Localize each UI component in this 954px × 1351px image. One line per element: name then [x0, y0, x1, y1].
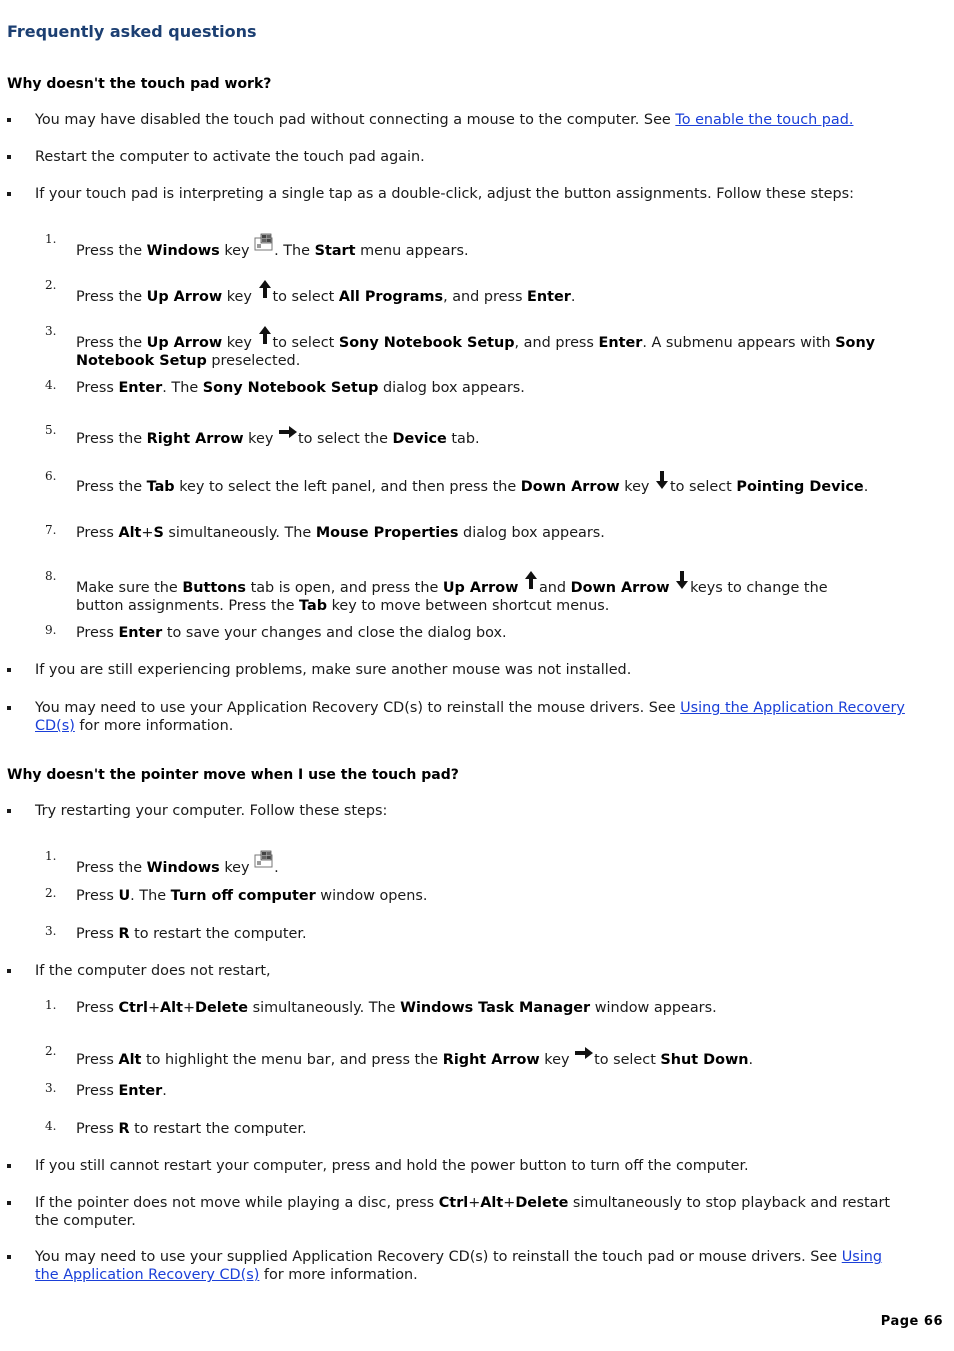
- question-heading-pointer: Why doesn't the pointer move when I use the touch pad?: [7, 767, 459, 783]
- right-arrow-icon: [278, 424, 298, 440]
- up-arrow-icon: [257, 279, 273, 299]
- link-enable-touch-pad[interactable]: To enable the touch pad.: [675, 112, 854, 128]
- page-title: Frequently asked questions: [7, 22, 257, 41]
- bullet: [7, 192, 11, 196]
- bullet: [7, 118, 11, 122]
- bullet: [7, 1201, 11, 1205]
- question-heading-touch-pad: Why doesn't the touch pad work?: [7, 76, 272, 92]
- up-arrow-icon: [523, 570, 539, 590]
- bullet: [7, 668, 11, 672]
- windows-key-icon: [254, 233, 274, 253]
- link-application-recovery[interactable]: Using the Application Recovery CD(s): [35, 700, 905, 734]
- page-number: Page 66: [880, 1314, 943, 1329]
- bullet: [7, 969, 11, 973]
- right-arrow-icon: [574, 1045, 594, 1061]
- link-application-recovery[interactable]: Using the Application Recovery CD(s): [35, 1249, 883, 1283]
- up-arrow-icon: [257, 325, 273, 345]
- bullet: [7, 706, 11, 710]
- down-arrow-icon: [654, 470, 670, 490]
- bullet: [7, 809, 11, 813]
- down-arrow-icon: [674, 570, 690, 590]
- windows-key-icon: [254, 850, 274, 870]
- bullet: [7, 1164, 11, 1168]
- bullet: [7, 155, 11, 159]
- bullet: [7, 1255, 11, 1259]
